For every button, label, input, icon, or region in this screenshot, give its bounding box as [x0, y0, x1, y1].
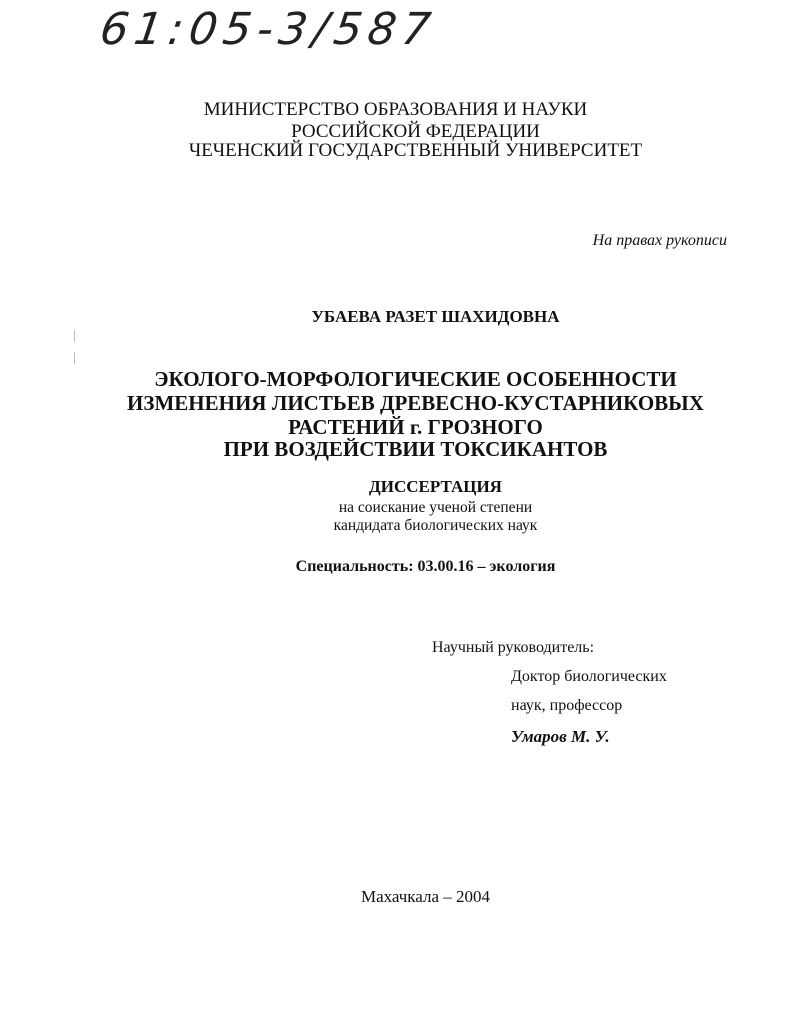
city-year: Махачкала – 2004 [360, 887, 491, 906]
ministry-line-3: ЧЕЧЕНСКИЙ ГОСУДАРСТВЕННЫЙ УНИВЕРСИТЕТ [188, 140, 643, 161]
ministry-line-2: РОССИЙСКОЙ ФЕДЕРАЦИИ [291, 121, 540, 142]
supervisor-label: Научный руководитель: [432, 639, 595, 656]
margin-mark [74, 330, 75, 342]
degree-line-2: кандидата биологических наук [333, 517, 538, 534]
title-line-4: ПРИ ВОЗДЕЙСТВИИ ТОКСИКАНТОВ [223, 437, 608, 461]
supervisor-title-line-2: наук, профессор [511, 697, 623, 714]
specialty: Специальность: 03.00.16 – экология [295, 558, 556, 575]
title-line-2: ИЗМЕНЕНИЯ ЛИСТЬЕВ ДРЕВЕСНО-КУСТАРНИКОВЫХ [127, 391, 704, 415]
author-name: УБАЕВА РАЗЕТ ШАХИДОВНА [311, 307, 560, 326]
supervisor-title-line-1: Доктор биологических [511, 668, 667, 685]
ministry-line-1: МИНИСТЕРСТВО ОБРАЗОВАНИЯ И НАУКИ [203, 99, 588, 120]
degree-line-1: на соискание ученой степени [338, 499, 533, 516]
margin-mark [74, 352, 75, 364]
title-line-3: РАСТЕНИЙ г. ГРОЗНОГО [288, 415, 543, 439]
manuscript-rights: На правах рукописи [592, 232, 727, 249]
supervisor-name: Умаров М. У. [511, 727, 610, 746]
title-line-1: ЭКОЛОГО-МОРФОЛОГИЧЕСКИЕ ОСОБЕННОСТИ [154, 367, 677, 391]
document-type: ДИССЕРТАЦИЯ [369, 477, 502, 496]
archive-code-handwritten: 61:05-3/587 [96, 4, 440, 55]
